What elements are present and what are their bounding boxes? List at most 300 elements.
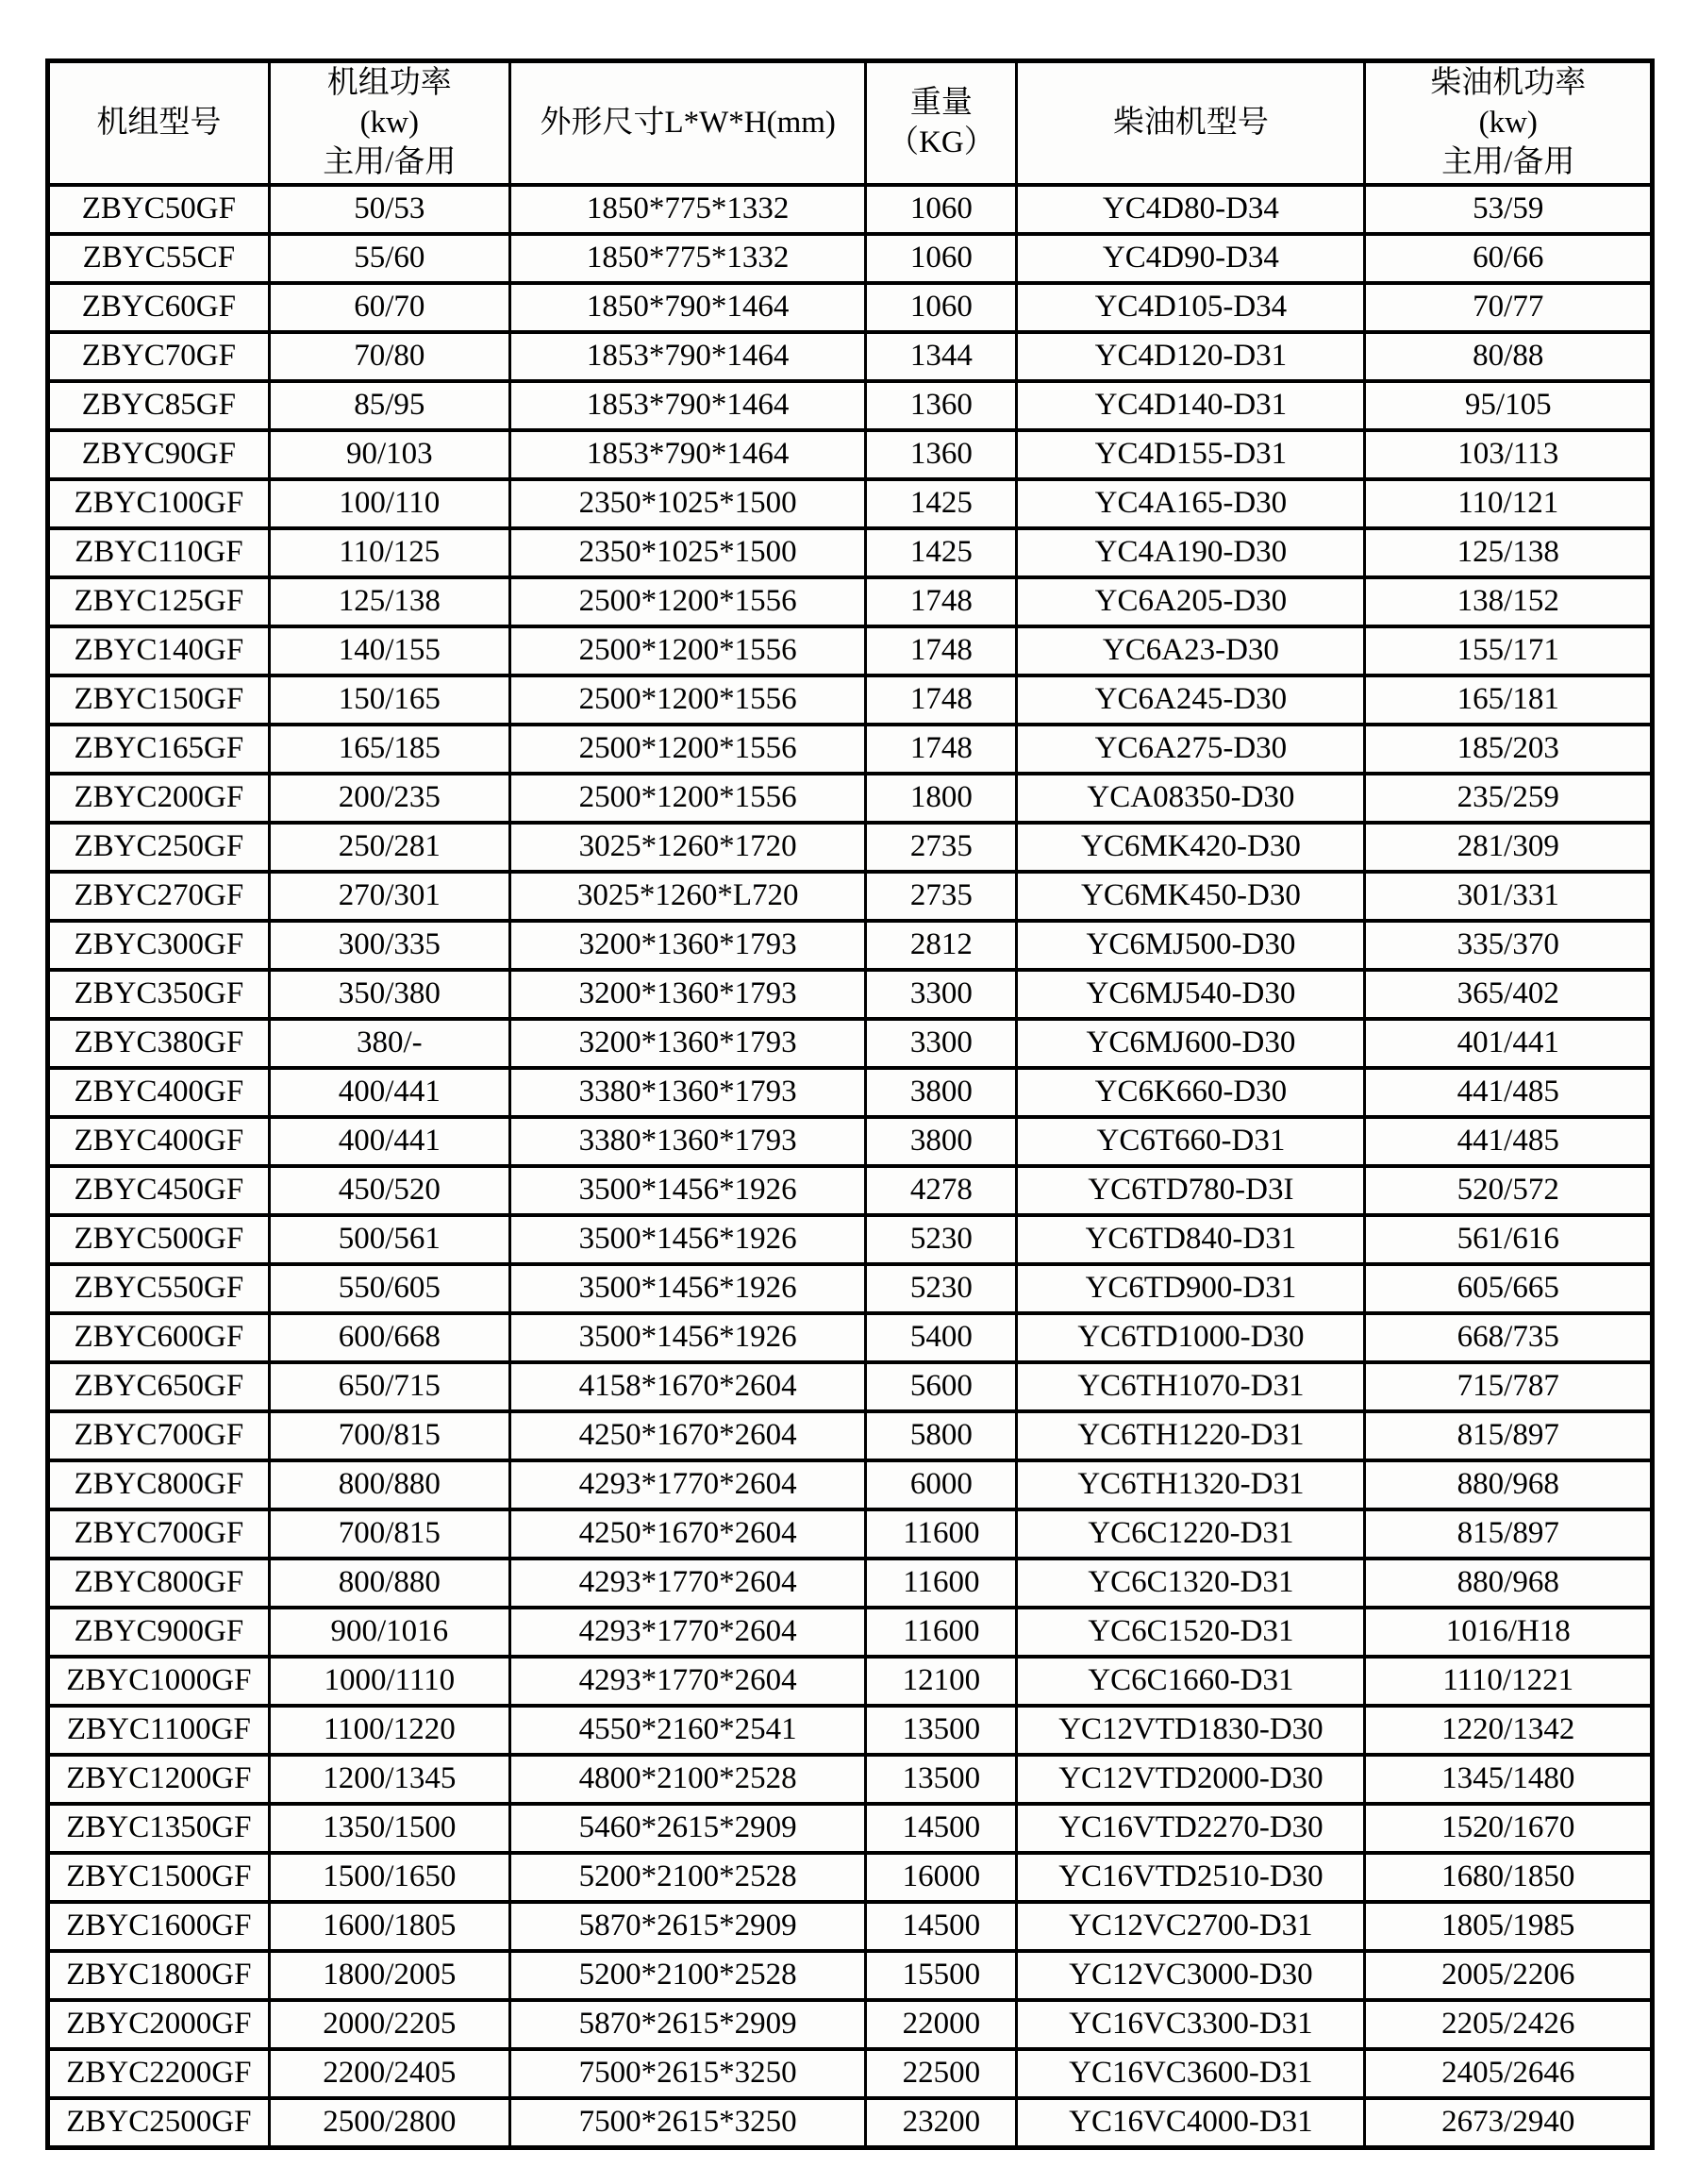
header-unit_power-line: 机组功率: [326, 66, 452, 100]
cell-weight: 1800: [866, 774, 1017, 823]
cell-model: ZBYC1600GF: [48, 1902, 270, 1951]
table-row: [48, 381, 1653, 430]
cell-engine-model: YC6MJ600-D30: [1017, 1019, 1365, 1068]
table-row: [48, 479, 1653, 528]
cell-model: ZBYC140GF: [48, 626, 270, 675]
cell-weight: 11600: [866, 1608, 1017, 1657]
cell-model: ZBYC1500GF: [48, 1853, 270, 1902]
header-engine_power-line: 柴油机功率: [1430, 66, 1587, 100]
generator-spec-table: [45, 58, 1655, 2150]
cell-dimensions: 4158*1670*2604: [509, 1362, 866, 1411]
table-row: [48, 528, 1653, 577]
header-model: [48, 61, 270, 185]
cell-dimensions: 5460*2615*2909: [509, 1804, 866, 1853]
cell-weight: 1360: [866, 381, 1017, 430]
cell-engine-model: YC16VC3300-D31: [1017, 2000, 1365, 2049]
cell-engine-model: YC4D80-D34: [1017, 185, 1365, 234]
cell-dimensions: 4293*1770*2604: [509, 1460, 866, 1509]
cell-engine-power: 401/441: [1365, 1019, 1653, 1068]
cell-model: ZBYC110GF: [48, 528, 270, 577]
cell-dimensions: 2350*1025*1500: [509, 479, 866, 528]
cell-model: ZBYC500GF: [48, 1215, 270, 1264]
cell-weight: 1748: [866, 725, 1017, 774]
header-engine_power: [1365, 61, 1653, 185]
cell-engine-power: 301/331: [1365, 872, 1653, 921]
cell-unit-power: 110/125: [269, 528, 509, 577]
cell-engine-model: YC6C1220-D31: [1017, 1509, 1365, 1559]
cell-engine-power: 441/485: [1365, 1117, 1653, 1166]
header-dimensions-line: 外形尺寸L*W*H(mm): [540, 106, 836, 141]
cell-unit-power: 2200/2405: [269, 2049, 509, 2098]
cell-unit-power: 50/53: [269, 185, 509, 234]
cell-engine-model: YCA08350-D30: [1017, 774, 1365, 823]
cell-engine-power: 520/572: [1365, 1166, 1653, 1215]
cell-dimensions: 3500*1456*1926: [509, 1264, 866, 1313]
cell-weight: 13500: [866, 1706, 1017, 1755]
cell-dimensions: 3500*1456*1926: [509, 1313, 866, 1362]
cell-model: ZBYC600GF: [48, 1313, 270, 1362]
cell-weight: 5800: [866, 1411, 1017, 1460]
cell-model: ZBYC2500GF: [48, 2098, 270, 2148]
cell-engine-model: YC6A205-D30: [1017, 577, 1365, 626]
cell-model: ZBYC1100GF: [48, 1706, 270, 1755]
cell-engine-model: YC6TD840-D31: [1017, 1215, 1365, 1264]
cell-dimensions: 7500*2615*3250: [509, 2098, 866, 2148]
cell-dimensions: 4293*1770*2604: [509, 1657, 866, 1706]
cell-engine-power: 605/665: [1365, 1264, 1653, 1313]
header-model-line: 机组型号: [96, 106, 222, 141]
cell-engine-power: 235/259: [1365, 774, 1653, 823]
cell-model: ZBYC450GF: [48, 1166, 270, 1215]
cell-weight: 12100: [866, 1657, 1017, 1706]
cell-weight: 5230: [866, 1264, 1017, 1313]
cell-weight: 2735: [866, 823, 1017, 872]
table-row: [48, 774, 1653, 823]
table-row: [48, 1362, 1653, 1411]
cell-model: ZBYC1350GF: [48, 1804, 270, 1853]
cell-engine-power: 880/968: [1365, 1460, 1653, 1509]
cell-engine-model: YC16VTD2270-D30: [1017, 1804, 1365, 1853]
table-row: [48, 2000, 1653, 2049]
cell-engine-power: 880/968: [1365, 1559, 1653, 1608]
cell-engine-power: 110/121: [1365, 479, 1653, 528]
cell-engine-power: 1016/H18: [1365, 1608, 1653, 1657]
cell-unit-power: 55/60: [269, 234, 509, 283]
cell-weight: 1425: [866, 528, 1017, 577]
cell-unit-power: 800/880: [269, 1460, 509, 1509]
cell-engine-model: YC6TH1070-D31: [1017, 1362, 1365, 1411]
cell-engine-power: 2673/2940: [1365, 2098, 1653, 2148]
cell-dimensions: 3380*1360*1793: [509, 1068, 866, 1117]
cell-engine-model: YC6MJ500-D30: [1017, 921, 1365, 970]
cell-weight: 5230: [866, 1215, 1017, 1264]
table-header-row: [48, 61, 1653, 185]
table-row: [48, 234, 1653, 283]
cell-engine-power: 155/171: [1365, 626, 1653, 675]
header-weight: [866, 61, 1017, 185]
header-engine_model: [1017, 61, 1365, 185]
cell-dimensions: 3025*1260*L720: [509, 872, 866, 921]
cell-engine-power: 1345/1480: [1365, 1755, 1653, 1804]
cell-dimensions: 5870*2615*2909: [509, 1902, 866, 1951]
cell-weight: 13500: [866, 1755, 1017, 1804]
cell-dimensions: 2500*1200*1556: [509, 774, 866, 823]
cell-unit-power: 550/605: [269, 1264, 509, 1313]
table-row: [48, 1068, 1653, 1117]
cell-engine-power: 103/113: [1365, 430, 1653, 479]
cell-unit-power: 700/815: [269, 1411, 509, 1460]
cell-model: ZBYC300GF: [48, 921, 270, 970]
table-row: [48, 1215, 1653, 1264]
cell-dimensions: 4293*1770*2604: [509, 1608, 866, 1657]
cell-engine-model: YC6A245-D30: [1017, 675, 1365, 725]
cell-model: ZBYC700GF: [48, 1509, 270, 1559]
cell-weight: 1060: [866, 283, 1017, 332]
cell-weight: 22000: [866, 2000, 1017, 2049]
cell-engine-power: 335/370: [1365, 921, 1653, 970]
cell-engine-power: 125/138: [1365, 528, 1653, 577]
cell-engine-model: YC4A190-D30: [1017, 528, 1365, 577]
header-weight-line: （KG）: [888, 125, 995, 160]
cell-engine-power: 668/735: [1365, 1313, 1653, 1362]
cell-weight: 23200: [866, 2098, 1017, 2148]
cell-unit-power: 500/561: [269, 1215, 509, 1264]
cell-dimensions: 4550*2160*2541: [509, 1706, 866, 1755]
cell-dimensions: 7500*2615*3250: [509, 2049, 866, 2098]
header-engine_power-line: 主用/备用: [1441, 145, 1575, 180]
cell-dimensions: 1853*790*1464: [509, 430, 866, 479]
cell-engine-power: 561/616: [1365, 1215, 1653, 1264]
cell-engine-power: 80/88: [1365, 332, 1653, 381]
cell-engine-model: YC16VC3600-D31: [1017, 2049, 1365, 2098]
cell-model: ZBYC70GF: [48, 332, 270, 381]
cell-weight: 1060: [866, 185, 1017, 234]
cell-dimensions: 4800*2100*2528: [509, 1755, 866, 1804]
cell-engine-power: 1805/1985: [1365, 1902, 1653, 1951]
cell-weight: 5600: [866, 1362, 1017, 1411]
cell-dimensions: 1853*790*1464: [509, 381, 866, 430]
cell-model: ZBYC55CF: [48, 234, 270, 283]
cell-weight: 3800: [866, 1068, 1017, 1117]
table-row: [48, 1902, 1653, 1951]
cell-model: ZBYC90GF: [48, 430, 270, 479]
cell-engine-power: 2205/2426: [1365, 2000, 1653, 2049]
header-weight-line: 重量: [909, 86, 973, 121]
cell-dimensions: 2500*1200*1556: [509, 626, 866, 675]
cell-dimensions: 1850*775*1332: [509, 185, 866, 234]
cell-engine-model: YC4D155-D31: [1017, 430, 1365, 479]
cell-unit-power: 650/715: [269, 1362, 509, 1411]
cell-engine-model: YC6TD1000-D30: [1017, 1313, 1365, 1362]
spec-sheet: [45, 58, 1655, 2150]
table-row: [48, 1313, 1653, 1362]
cell-model: ZBYC350GF: [48, 970, 270, 1019]
cell-dimensions: 2500*1200*1556: [509, 725, 866, 774]
cell-model: ZBYC1000GF: [48, 1657, 270, 1706]
cell-weight: 2735: [866, 872, 1017, 921]
table-row: [48, 185, 1653, 234]
cell-engine-model: YC6MJ540-D30: [1017, 970, 1365, 1019]
table-row: [48, 1608, 1653, 1657]
cell-engine-power: 165/181: [1365, 675, 1653, 725]
cell-engine-model: YC6C1320-D31: [1017, 1559, 1365, 1608]
table-row: [48, 1411, 1653, 1460]
cell-model: ZBYC400GF: [48, 1117, 270, 1166]
cell-engine-model: YC6TD900-D31: [1017, 1264, 1365, 1313]
table-row: [48, 2049, 1653, 2098]
cell-unit-power: 1100/1220: [269, 1706, 509, 1755]
cell-engine-power: 365/402: [1365, 970, 1653, 1019]
table-row: [48, 2098, 1653, 2148]
cell-model: ZBYC400GF: [48, 1068, 270, 1117]
table-row: [48, 1804, 1653, 1853]
cell-dimensions: 2350*1025*1500: [509, 528, 866, 577]
cell-engine-power: 60/66: [1365, 234, 1653, 283]
cell-engine-model: YC12VC2700-D31: [1017, 1902, 1365, 1951]
cell-unit-power: 90/103: [269, 430, 509, 479]
cell-engine-model: YC6K660-D30: [1017, 1068, 1365, 1117]
cell-weight: 1748: [866, 675, 1017, 725]
cell-model: ZBYC150GF: [48, 675, 270, 725]
table-row: [48, 1166, 1653, 1215]
cell-weight: 22500: [866, 2049, 1017, 2098]
cell-weight: 1360: [866, 430, 1017, 479]
cell-engine-power: 70/77: [1365, 283, 1653, 332]
cell-engine-model: YC4D105-D34: [1017, 283, 1365, 332]
cell-unit-power: 140/155: [269, 626, 509, 675]
cell-dimensions: 4250*1670*2604: [509, 1509, 866, 1559]
cell-engine-model: YC6T660-D31: [1017, 1117, 1365, 1166]
cell-unit-power: 60/70: [269, 283, 509, 332]
cell-unit-power: 800/880: [269, 1559, 509, 1608]
cell-model: ZBYC125GF: [48, 577, 270, 626]
cell-unit-power: 400/441: [269, 1117, 509, 1166]
cell-weight: 1748: [866, 626, 1017, 675]
cell-model: ZBYC700GF: [48, 1411, 270, 1460]
table-row: [48, 675, 1653, 725]
table-row: [48, 1951, 1653, 2000]
table-row: [48, 1264, 1653, 1313]
cell-weight: 15500: [866, 1951, 1017, 2000]
cell-dimensions: 3200*1360*1793: [509, 921, 866, 970]
cell-engine-model: YC12VTD1830-D30: [1017, 1706, 1365, 1755]
cell-unit-power: 400/441: [269, 1068, 509, 1117]
table-row: [48, 1853, 1653, 1902]
cell-engine-power: 2405/2646: [1365, 2049, 1653, 2098]
cell-model: ZBYC200GF: [48, 774, 270, 823]
table-row: [48, 823, 1653, 872]
cell-weight: 1425: [866, 479, 1017, 528]
cell-engine-model: YC6MK420-D30: [1017, 823, 1365, 872]
cell-engine-model: YC12VTD2000-D30: [1017, 1755, 1365, 1804]
cell-model: ZBYC1800GF: [48, 1951, 270, 2000]
cell-engine-model: YC6C1520-D31: [1017, 1608, 1365, 1657]
cell-engine-power: 95/105: [1365, 381, 1653, 430]
cell-model: ZBYC1200GF: [48, 1755, 270, 1804]
cell-weight: 1748: [866, 577, 1017, 626]
cell-unit-power: 250/281: [269, 823, 509, 872]
cell-engine-power: 815/897: [1365, 1509, 1653, 1559]
cell-engine-model: YC6C1660-D31: [1017, 1657, 1365, 1706]
cell-unit-power: 1500/1650: [269, 1853, 509, 1902]
cell-model: ZBYC800GF: [48, 1460, 270, 1509]
header-unit_power-line: (kw): [359, 106, 419, 141]
cell-unit-power: 1000/1110: [269, 1657, 509, 1706]
header-unit_power: [269, 61, 509, 185]
cell-weight: 4278: [866, 1166, 1017, 1215]
cell-weight: 3300: [866, 970, 1017, 1019]
cell-dimensions: 3380*1360*1793: [509, 1117, 866, 1166]
cell-weight: 2812: [866, 921, 1017, 970]
cell-unit-power: 450/520: [269, 1166, 509, 1215]
cell-unit-power: 600/668: [269, 1313, 509, 1362]
table-row: [48, 725, 1653, 774]
cell-engine-power: 281/309: [1365, 823, 1653, 872]
cell-unit-power: 700/815: [269, 1509, 509, 1559]
cell-weight: 3300: [866, 1019, 1017, 1068]
cell-model: ZBYC800GF: [48, 1559, 270, 1608]
cell-unit-power: 70/80: [269, 332, 509, 381]
cell-weight: 14500: [866, 1804, 1017, 1853]
cell-dimensions: 3025*1260*1720: [509, 823, 866, 872]
cell-model: ZBYC650GF: [48, 1362, 270, 1411]
cell-weight: 11600: [866, 1559, 1017, 1608]
cell-weight: 6000: [866, 1460, 1017, 1509]
cell-model: ZBYC85GF: [48, 381, 270, 430]
table-row: [48, 1460, 1653, 1509]
cell-unit-power: 165/185: [269, 725, 509, 774]
cell-engine-model: YC4D140-D31: [1017, 381, 1365, 430]
cell-weight: 1344: [866, 332, 1017, 381]
cell-weight: 3800: [866, 1117, 1017, 1166]
cell-unit-power: 125/138: [269, 577, 509, 626]
cell-unit-power: 270/301: [269, 872, 509, 921]
cell-engine-model: YC6TD780-D3I: [1017, 1166, 1365, 1215]
table-row: [48, 872, 1653, 921]
cell-engine-model: YC12VC3000-D30: [1017, 1951, 1365, 2000]
cell-model: ZBYC2000GF: [48, 2000, 270, 2049]
table-row: [48, 1117, 1653, 1166]
cell-dimensions: 5200*2100*2528: [509, 1853, 866, 1902]
cell-unit-power: 900/1016: [269, 1608, 509, 1657]
cell-model: ZBYC2200GF: [48, 2049, 270, 2098]
cell-engine-power: 1110/1221: [1365, 1657, 1653, 1706]
cell-unit-power: 200/235: [269, 774, 509, 823]
cell-engine-model: YC4D90-D34: [1017, 234, 1365, 283]
cell-model: ZBYC100GF: [48, 479, 270, 528]
header-engine_power-line: (kw): [1478, 106, 1538, 141]
cell-engine-power: 53/59: [1365, 185, 1653, 234]
cell-weight: 5400: [866, 1313, 1017, 1362]
cell-dimensions: 4293*1770*2604: [509, 1559, 866, 1608]
table-row: [48, 1019, 1653, 1068]
cell-engine-model: YC6TH1220-D31: [1017, 1411, 1365, 1460]
cell-unit-power: 350/380: [269, 970, 509, 1019]
cell-engine-power: 1680/1850: [1365, 1853, 1653, 1902]
cell-dimensions: 3500*1456*1926: [509, 1166, 866, 1215]
table-row: [48, 332, 1653, 381]
cell-unit-power: 1200/1345: [269, 1755, 509, 1804]
cell-model: ZBYC50GF: [48, 185, 270, 234]
table-row: [48, 626, 1653, 675]
cell-engine-power: 1220/1342: [1365, 1706, 1653, 1755]
cell-engine-power: 138/152: [1365, 577, 1653, 626]
table-row: [48, 1755, 1653, 1804]
cell-engine-model: YC6TH1320-D31: [1017, 1460, 1365, 1509]
cell-weight: 1060: [866, 234, 1017, 283]
cell-unit-power: 100/110: [269, 479, 509, 528]
cell-weight: 14500: [866, 1902, 1017, 1951]
table-row: [48, 283, 1653, 332]
cell-dimensions: 3200*1360*1793: [509, 970, 866, 1019]
cell-dimensions: 2500*1200*1556: [509, 675, 866, 725]
cell-unit-power: 150/165: [269, 675, 509, 725]
cell-model: ZBYC380GF: [48, 1019, 270, 1068]
cell-dimensions: 1853*790*1464: [509, 332, 866, 381]
cell-dimensions: 2500*1200*1556: [509, 577, 866, 626]
cell-dimensions: 5870*2615*2909: [509, 2000, 866, 2049]
cell-unit-power: 2000/2205: [269, 2000, 509, 2049]
cell-engine-power: 441/485: [1365, 1068, 1653, 1117]
cell-weight: 11600: [866, 1509, 1017, 1559]
cell-unit-power: 1350/1500: [269, 1804, 509, 1853]
cell-engine-model: YC6MK450-D30: [1017, 872, 1365, 921]
cell-model: ZBYC900GF: [48, 1608, 270, 1657]
cell-engine-power: 185/203: [1365, 725, 1653, 774]
cell-dimensions: 3200*1360*1793: [509, 1019, 866, 1068]
header-unit_power-line: 主用/备用: [323, 145, 457, 180]
table-row: [48, 430, 1653, 479]
cell-dimensions: 4250*1670*2604: [509, 1411, 866, 1460]
table-row: [48, 921, 1653, 970]
cell-unit-power: 300/335: [269, 921, 509, 970]
header-dimensions: [509, 61, 866, 185]
cell-unit-power: 85/95: [269, 381, 509, 430]
cell-model: ZBYC270GF: [48, 872, 270, 921]
table-row: [48, 1509, 1653, 1559]
cell-engine-model: YC6A23-D30: [1017, 626, 1365, 675]
cell-unit-power: 1600/1805: [269, 1902, 509, 1951]
cell-engine-model: YC16VTD2510-D30: [1017, 1853, 1365, 1902]
cell-engine-power: 715/787: [1365, 1362, 1653, 1411]
cell-unit-power: 1800/2005: [269, 1951, 509, 2000]
cell-engine-power: 2005/2206: [1365, 1951, 1653, 2000]
cell-engine-power: 815/897: [1365, 1411, 1653, 1460]
table-row: [48, 1559, 1653, 1608]
cell-engine-power: 1520/1670: [1365, 1804, 1653, 1853]
table-row: [48, 1706, 1653, 1755]
cell-dimensions: 1850*790*1464: [509, 283, 866, 332]
cell-weight: 16000: [866, 1853, 1017, 1902]
cell-dimensions: 5200*2100*2528: [509, 1951, 866, 2000]
cell-unit-power: 2500/2800: [269, 2098, 509, 2148]
cell-model: ZBYC165GF: [48, 725, 270, 774]
cell-engine-model: YC4A165-D30: [1017, 479, 1365, 528]
header-engine_model-line: 柴油机型号: [1112, 106, 1269, 141]
cell-dimensions: 3500*1456*1926: [509, 1215, 866, 1264]
cell-engine-model: YC6A275-D30: [1017, 725, 1365, 774]
table-row: [48, 577, 1653, 626]
table-row: [48, 970, 1653, 1019]
table-row: [48, 1657, 1653, 1706]
cell-model: ZBYC60GF: [48, 283, 270, 332]
cell-engine-model: YC16VC4000-D31: [1017, 2098, 1365, 2148]
cell-model: ZBYC250GF: [48, 823, 270, 872]
cell-unit-power: 380/-: [269, 1019, 509, 1068]
cell-model: ZBYC550GF: [48, 1264, 270, 1313]
cell-engine-model: YC4D120-D31: [1017, 332, 1365, 381]
cell-dimensions: 1850*775*1332: [509, 234, 866, 283]
